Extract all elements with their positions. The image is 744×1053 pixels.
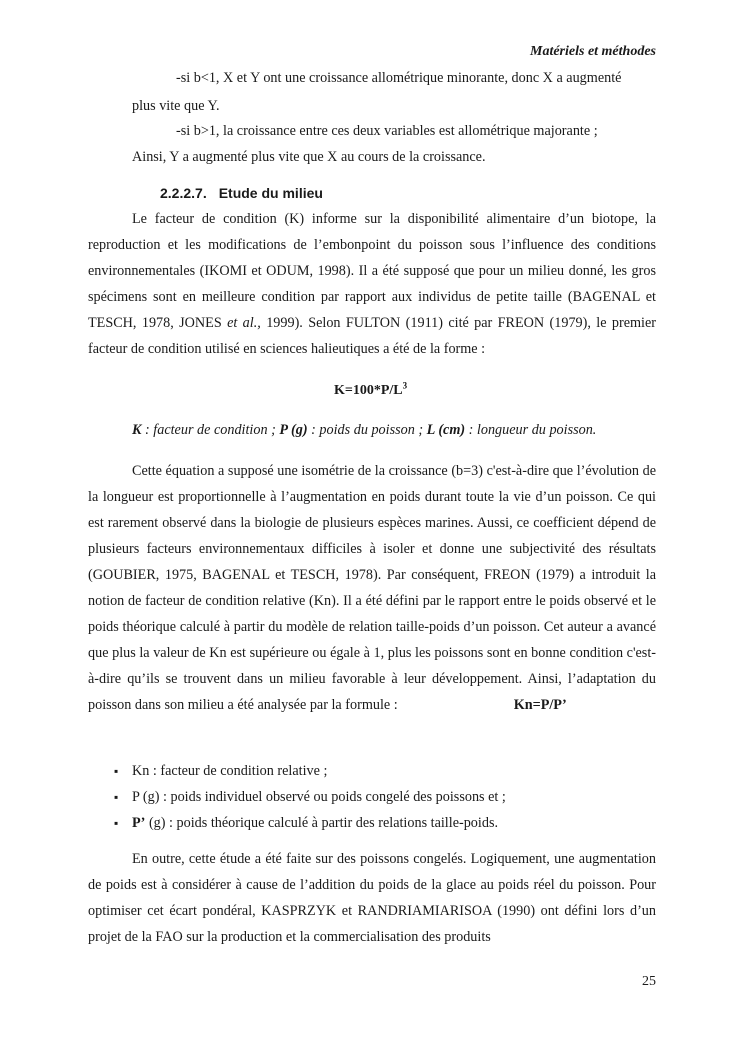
list-item bbox=[112, 758, 506, 784]
condition-line-2: plus vite que Y. bbox=[132, 98, 220, 114]
section-title: Etude du milieu bbox=[218, 185, 323, 201]
bullet-marker: ▪ bbox=[114, 816, 119, 830]
bullet-marker: ▪ bbox=[114, 764, 119, 778]
list-item bbox=[112, 810, 506, 836]
legend-p-desc: : poids du poisson ; bbox=[307, 422, 427, 438]
list-item-text: (g) : poids théorique calculé à partir des relations taille-poids. bbox=[145, 815, 499, 831]
variable-list bbox=[112, 758, 506, 836]
paragraph-1-text-a: Le facteur de condition (K) informe sur la disponibilité alimentaire d’un biotope, la reproduction et les modifications de l’embonpoint du poisson sous l’influence des conditions environnementales (IKOMI et ODUM, 1998). Il a été supposé que pour un milieu donné, les gros spécimens sont en meilleure condition par rapport aux individus de petite taille (BAGENAL et TESCH, 1978, JONES bbox=[88, 211, 656, 331]
running-header: Matériels et méthodes bbox=[530, 44, 656, 59]
legend-k-desc: : facteur de condition ; bbox=[141, 422, 280, 438]
legend-l-symbol: L (cm) bbox=[426, 422, 466, 438]
condition-line-3: -si b>1, la croissance entre ces deux variables est allométrique majorante ; bbox=[176, 123, 598, 139]
legend-k-symbol: K bbox=[132, 422, 142, 438]
et-al: et al., bbox=[227, 315, 261, 331]
paragraph-1-text-b: 1999). Selon FULTON (1911) cité par FREON (1979), le premier facteur de condition utilisé en sciences halieutiques a été de la forme : bbox=[88, 315, 656, 357]
list-item-symbol: P’ bbox=[132, 815, 146, 831]
section-heading bbox=[160, 185, 323, 201]
paragraph-isometry bbox=[88, 458, 656, 718]
condition-line-4: Ainsi, Y a augmenté plus vite que X au cours de la croissance. bbox=[132, 149, 486, 165]
formula-k-exponent: 3 bbox=[402, 380, 408, 391]
list-item-text: P (g) : poids individuel observé ou poids congelé des poissons et ; bbox=[132, 789, 506, 805]
legend-p-symbol: P (g) bbox=[279, 422, 308, 438]
formula-kn: Kn=P/P’ bbox=[513, 697, 567, 713]
bullet-marker: ▪ bbox=[114, 790, 119, 804]
list-item bbox=[112, 784, 506, 810]
paragraph-condition-factor bbox=[88, 206, 656, 362]
formula-k-base: K=100*P/L bbox=[334, 383, 403, 398]
list-item-text: Kn : facteur de condition relative ; bbox=[132, 763, 328, 779]
paragraph-2-text: Cette équation a supposé une isométrie de la croissance (b=3) c'est-à-dire que l’évolution de la longueur est proportionnelle à l’augmentation en poids durant toute la vie d’un poisson. Ce qui est rarement observé dans la biologie de plusieurs espèces marines. Aussi, ce coefficient dépend de plusieurs facteurs environnementaux difficiles à isoler et donne une subjectivité des résultats (GOUBIER, 1975, BAGENAL et TESCH, 1978). Par conséquent, FREON (1979) a introduit la notion de facteur de condition relative (Kn). Il a été défini par le rapport entre le poids observé et le poids théorique calculé à partir du modèle de relation taille-poids d’un poisson. Cet auteur a avancé que plus la valeur de Kn est supérieure ou égale à 1, plus les poissons sont en bonne condition c'est-à-dire qu’ils se trouvent dans un milieu favorable à leur développement. Ainsi, l’adaptation du poisson dans son milieu a été analysée par la formule : bbox=[88, 463, 656, 713]
legend-l-desc: : longueur du poisson. bbox=[465, 422, 597, 438]
paragraph-frozen-fish: En outre, cette étude a été faite sur des poissons congelés. Logiquement, une augmentation de poids est à considérer à cause de l’addition du poids de la glace au poids réel du poisson. Pour optimiser cet écart pondéral, KASPRZYK et RANDRIAMIARISOA (1990) ont défini lors d’un projet de la FAO sur la production et la commercialisation des produits bbox=[88, 851, 656, 945]
formula-legend bbox=[132, 422, 596, 439]
condition-line-1: -si b<1, X et Y ont une croissance allométrique minorante, donc X a augmenté bbox=[176, 70, 622, 86]
page-number: 25 bbox=[642, 974, 656, 989]
section-number: 2.2.2.7. bbox=[160, 185, 207, 201]
formula-k bbox=[334, 380, 408, 399]
